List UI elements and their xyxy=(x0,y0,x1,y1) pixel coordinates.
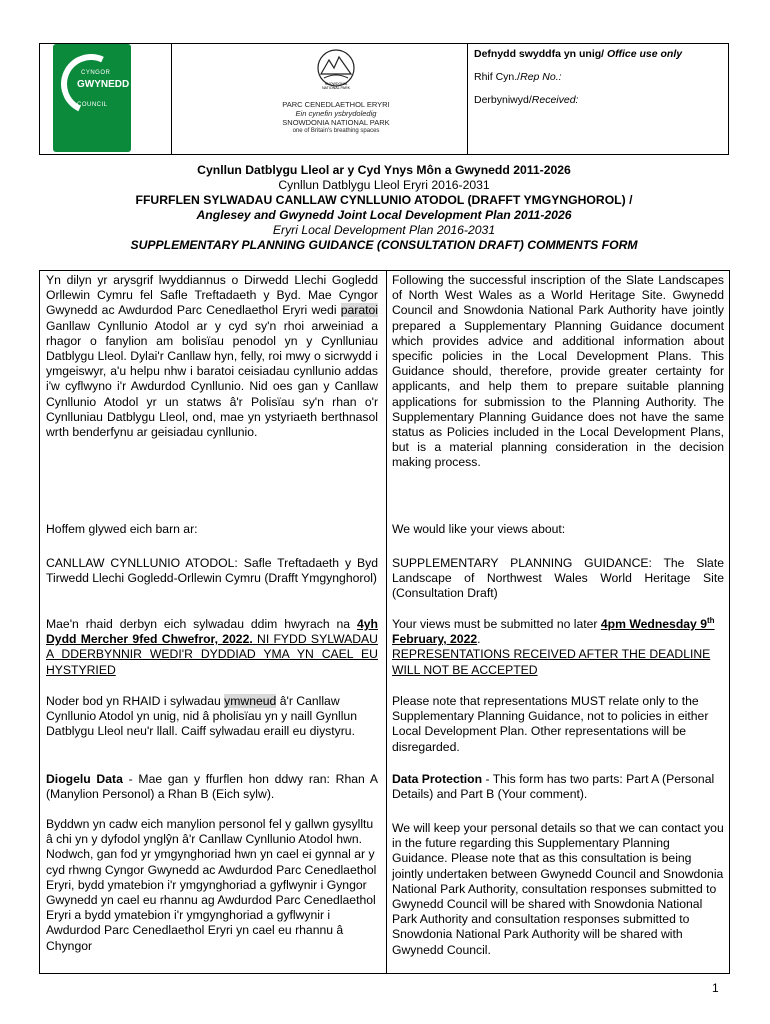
np-caption-line: SNOWDONIA NATIONAL PARK xyxy=(282,118,390,127)
logo-text-cyngor: CYNGOR xyxy=(81,70,111,76)
national-park-caption xyxy=(278,100,394,136)
header-table xyxy=(39,43,729,155)
title-welsh-eryri-ldp: Cynllun Datblygu Lleol Eryri 2016-2031 xyxy=(278,178,490,192)
welsh-personal-details: Byddwn yn cadw eich manylion personol fel y gallwn gysylltu â chi yn y dyfodol ynglŷn â'r Canllaw Cynllunio Atodol hwn. Nodwch, gan fod yr ymgynghoriad hwn yn cael ei gynnal ar y cyd rhwng Cyngor Gwynedd ac Awdurdod Parc Cenedlaethol Eryri, bydd ymatebion i'r ymgynghoriad a gyflwynir i Gyngor Gwynedd yn cael eu rhannu ag Awdurdod Parc Cenedlaethol Eryri a bydd ymatebion i'r ymgynghoriad a gyflwynir i Awdurdod Parc Cenedlaethol Eryri yn cael eu rhannu â Chyngor xyxy=(46,817,377,953)
np-caption-line: PARC CENEDLAETHOL ERYRI xyxy=(282,100,390,109)
welsh-deadline: Mae'n rhaid derbyn eich sylwadau ddim hwyrach na 4yh Dydd Mercher 9fed Chwefror, 2022. NI FYDD SYLWADAU A DDERBYNNIR WEDI'R DYDDIAD YMA YN CAEL EU HYSTYRIED xyxy=(46,617,378,677)
english-personal-details: We will keep your personal details so that we can contact you in the future regarding this Supplementary Planning Guidance. Please note that as this consultation is being jointly undertaken between Gwynedd Council and Snowdonia National Park Authority, consultation responses submitted to Gwynedd Council will be shared with Snowdonia National Park Authority and consultation responses submitted to Snowdonia National Park Authority will be shared with Gwynedd Council. xyxy=(392,821,724,957)
english-note: Please note that representations MUST relate only to the Supplementary Planning Guidance, not to policies in either Local Development Plan. Other representations will be disregarded. xyxy=(392,694,709,754)
logo-text-council: COUNCIL xyxy=(77,102,108,108)
english-views-prompt: We would like your views about: xyxy=(392,522,566,536)
gwynedd-council-logo xyxy=(53,44,131,152)
english-data-protection: Data Protection - This form has two parts: Part A (Personal Details) and Part B (Your comment). xyxy=(392,772,715,802)
welsh-data-protection: Diogelu Data - Mae gan y ffurflen hon ddwy ran: Rhan A (Manylion Personol) a Rhan B (Eich sylw). xyxy=(46,772,378,802)
np-emblem-text-1: SNOWDONIA xyxy=(324,82,348,86)
ref-number-label: Rhif Cyn./Rep No.: xyxy=(474,71,562,83)
deadline-date: 4pm Wednesday 9th February, 2022 xyxy=(392,615,715,647)
title-welsh-form: FFURFLEN SYLWADAU CANLLAW CYNLLUNIO ATODOL (DRAFFT YMGYNGHOROL) / xyxy=(135,193,633,207)
office-use-label: Defnydd swyddfa yn unig/ Office use only xyxy=(474,48,683,60)
national-park-emblem-icon xyxy=(315,48,357,92)
np-caption-line: one of Britain's breathing spaces xyxy=(292,128,380,134)
welsh-spg-title: CANLLAW CYNLLUNIO ATODOL: Safle Treftadaeth y Byd Tirwedd Llechi Gogledd-Orllewin Cymru (Drafft Ymgynghorol) xyxy=(46,556,378,586)
form-titles xyxy=(39,163,729,253)
title-english-eryri-ldp: Eryri Local Development Plan 2016-2031 xyxy=(272,223,496,237)
logo-text-gwynedd: GWYNEDD xyxy=(77,79,130,90)
english-intro: Following the successful inscription of the Slate Landscapes of North West Wales as a World Heritage Site. Gwynedd Council and Snowdonia National Park Authority have jointly prepared a Supplementary Planning Guidance document which provides advice and additional information about specific policies in the Local Development Plans. This Guidance should, therefore, provide greater certainty for applicants, and help them to prepare suitable planning applications for submission to the Planning Authority. The Supplementary Planning Guidance does not have the same status as Policies included in the Local Development Plans, but is a material planning consideration in the decision making process. xyxy=(392,273,724,470)
title-english-joint-ldp: Anglesey and Gwynedd Joint Local Development Plan 2011-2026 xyxy=(196,208,572,222)
np-emblem-text-2: NATIONAL PARK xyxy=(321,86,351,90)
english-spg-title: SUPPLEMENTARY PLANNING GUIDANCE: The Slate Landscape of Northwest Wales World Heritage Site (Consultation Draft) xyxy=(392,556,724,601)
office-use-cell xyxy=(468,44,728,154)
column-divider xyxy=(386,271,387,973)
received-label: Derbyniwyd/Received: xyxy=(474,94,579,106)
welsh-views-prompt: Hoffem glywed eich barn ar: xyxy=(46,522,198,536)
welsh-intro: Yn dilyn yr arysgrif lwyddiannus o Dirwedd Llechi Gogledd Orllewin Cymru fel Safle Treftadaeth y Byd. Mae Cyngor Gwynedd ac Awdurdod Parc Cenedlaethol Eryri wedi paratoi Ganllaw Cynllunio Atodol ar y cyd sy'n rhoi arweiniad a rhagor o fanylion am bolisïau penodol yn y Cynlluniau Datblygu Lleol. Dylai'r Canllaw hyn, felly, roi mwy o sicrwydd i ymgeiswyr, a'u helpu nhw i baratoi ceisiadau cynllunio addas i'w cyflwyno i'r Awdurdod Cynllunio. Nid oes gan y Canllaw Cynllunio Atodol yr un statws â'r Polisïau sy'n rhan o'r Cynlluniau Datblygu Lleol, ond, mae yn ystyriaeth berthnasol wrth benderfynu ar geisiadau cynllunio. xyxy=(46,273,378,440)
welsh-note: Noder bod yn RHAID i sylwadau ymwneud â'r Canllaw Cynllunio Atodol yn unig, nid â pholisïau yn y naill Gynllun Datblygu Lleol neu'r llall. Caiff sylwadau eraill eu diystyru. xyxy=(46,694,357,739)
title-welsh-joint-ldp: Cynllun Datblygu Lleol ar y Cyd Ynys Môn a Gwynedd 2011-2026 xyxy=(197,163,571,177)
np-caption-line: Ein cynefin ysbrydoledig xyxy=(295,109,377,118)
page-number: 1 xyxy=(712,981,719,995)
english-deadline: Your views must be submitted no later 4pm Wednesday 9th February, 2022. REPRESENTATIONS RECEIVED AFTER THE DEADLINE WILL NOT BE ACCEPTED xyxy=(392,615,715,677)
title-english-form: SUPPLEMENTARY PLANNING GUIDANCE (CONSULTATION DRAFT) COMMENTS FORM xyxy=(130,238,638,252)
bilingual-content-table xyxy=(39,270,730,974)
